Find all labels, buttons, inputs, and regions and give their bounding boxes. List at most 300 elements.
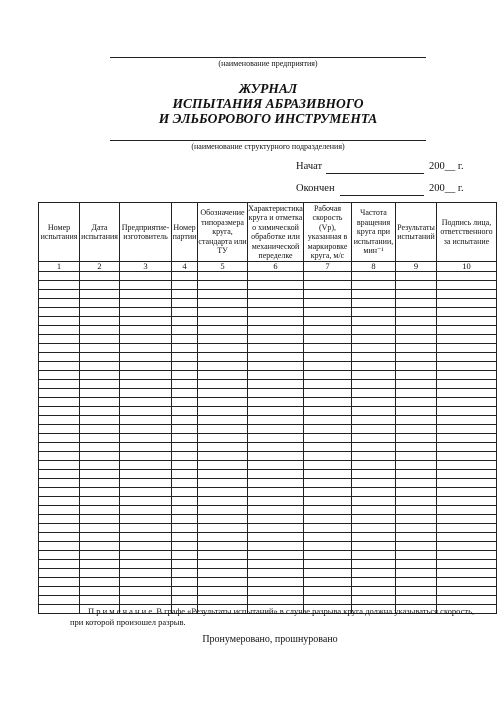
table-cell [396,398,437,407]
table-cell [198,479,248,488]
table-cell [80,407,120,416]
table-cell [396,488,437,497]
table-cell [172,425,198,434]
table-cell [120,488,172,497]
table-cell [120,461,172,470]
table-cell [80,398,120,407]
table-cell [304,560,352,569]
table-cell [198,515,248,524]
table-cell [120,533,172,542]
table-cell [39,371,80,380]
table-cell [172,353,198,362]
table-cell [304,317,352,326]
table-row [39,362,497,371]
table-cell [352,326,396,335]
table-cell [39,578,80,587]
table-cell [248,560,304,569]
table-row [39,335,497,344]
table-cell [39,551,80,560]
footer-text: Пронумеровано, прошнуровано [202,634,338,645]
table-row [39,344,497,353]
table-cell [352,335,396,344]
table-cell [396,524,437,533]
table-cell [39,416,80,425]
title-line-1: ЖУРНАЛ [238,81,298,96]
table-cell [39,326,80,335]
table-cell [39,452,80,461]
table-cell [304,308,352,317]
table-cell [172,344,198,353]
table-cell [80,452,120,461]
table-cell [437,452,497,461]
table-cell [198,506,248,515]
table-cell [39,488,80,497]
table-row [39,425,497,434]
table-cell [352,470,396,479]
table-cell [198,299,248,308]
table-cell [248,326,304,335]
table-cell [437,290,497,299]
table-cell [198,596,248,605]
table-cell [120,308,172,317]
table-row [39,596,497,605]
table-cell [352,551,396,560]
table-cell [437,542,497,551]
table-cell [437,461,497,470]
table-cell [248,515,304,524]
table-cell [172,560,198,569]
table-row [39,407,497,416]
table-cell [120,326,172,335]
column-header: Дата испытания [80,203,120,262]
table-cell [198,353,248,362]
table-cell [39,461,80,470]
table-cell [80,497,120,506]
table-cell [396,281,437,290]
table-cell [120,362,172,371]
table-cell [120,389,172,398]
table-row [39,452,497,461]
table-cell [248,506,304,515]
start-date-line [326,173,424,174]
table-cell [198,551,248,560]
column-number: 5 [198,262,248,272]
table-cell [352,353,396,362]
table-cell [120,515,172,524]
table-cell [304,389,352,398]
table-cell [352,290,396,299]
table-cell [120,425,172,434]
table-cell [352,317,396,326]
title-line-3: И ЭЛЬБОРОВОГО ИНСТРУМЕНТА [158,111,378,126]
table-cell [39,317,80,326]
table-cell [437,443,497,452]
table-cell [396,596,437,605]
title-line-2: ИСПЫТАНИЯ АБРАЗИВНОГО [172,96,364,111]
column-header: Подпись лица, ответственного за испытание [437,203,497,262]
table-cell [352,479,396,488]
table-row [39,470,497,479]
table-cell [396,560,437,569]
table-cell [80,551,120,560]
table-cell [248,335,304,344]
table-cell [304,416,352,425]
table-cell [39,560,80,569]
table-cell [352,443,396,452]
table-cell [172,326,198,335]
table-cell [80,416,120,425]
table-row [39,524,497,533]
table-cell [198,290,248,299]
table-cell [352,371,396,380]
table-cell [304,344,352,353]
table-cell [352,425,396,434]
table-cell [39,362,80,371]
table-cell [198,452,248,461]
table-cell [248,407,304,416]
table-cell [80,443,120,452]
table-cell [172,479,198,488]
table-cell [172,488,198,497]
table-cell [304,425,352,434]
table-cell [39,308,80,317]
table-cell [304,497,352,506]
table-cell [198,524,248,533]
table-cell [352,308,396,317]
table-cell [198,470,248,479]
table-cell [304,434,352,443]
table-row [39,416,497,425]
table-row [39,299,497,308]
table-cell [172,533,198,542]
table-cell [39,497,80,506]
table-cell [198,398,248,407]
column-header: Частота вращения круга при испытании, мин⁻¹ [352,203,396,262]
table-cell [39,344,80,353]
table-cell [352,497,396,506]
table-cell [120,560,172,569]
table-cell [172,434,198,443]
table-cell [352,587,396,596]
table-cell [352,281,396,290]
table-cell [248,290,304,299]
table-cell [248,578,304,587]
table-cell [80,587,120,596]
table-cell [304,335,352,344]
table-cell [396,506,437,515]
table-cell [396,299,437,308]
table-cell [39,443,80,452]
table-cell [198,272,248,281]
table-cell [248,389,304,398]
table-cell [120,497,172,506]
column-number: 8 [352,262,396,272]
end-date-line [340,195,424,196]
table-cell [39,542,80,551]
table-cell [120,587,172,596]
table-cell [120,443,172,452]
table-cell [172,335,198,344]
table-cell [304,479,352,488]
enterprise-caption: (наименование предприятия) [218,59,318,68]
table-cell [80,434,120,443]
table-cell [120,380,172,389]
table-cell [396,515,437,524]
column-number: 7 [304,262,352,272]
table-cell [352,524,396,533]
table-cell [172,380,198,389]
table-cell [39,515,80,524]
table-cell [120,416,172,425]
table-cell [352,380,396,389]
table-row [39,506,497,515]
table-cell [198,407,248,416]
table-row [39,317,497,326]
table-cell [120,506,172,515]
table-cell [248,452,304,461]
table-cell [437,524,497,533]
table-cell [437,281,497,290]
table-cell [352,533,396,542]
column-number: 10 [437,262,497,272]
table-cell [172,452,198,461]
note-text-1: В графе «Результаты испытаний» в случае разрыва круга должна указываться скорость, [156,606,475,616]
table-cell [80,317,120,326]
table-cell [396,461,437,470]
table-cell [437,308,497,317]
table-cell [198,362,248,371]
table-cell [80,515,120,524]
table-cell [39,353,80,362]
table-cell [120,353,172,362]
table-cell [198,371,248,380]
table-cell [437,506,497,515]
table-row [39,560,497,569]
table-cell [437,569,497,578]
table-cell [352,407,396,416]
table-cell [198,389,248,398]
table-row [39,326,497,335]
table-cell [437,335,497,344]
table-cell [396,569,437,578]
table-cell [248,281,304,290]
table-cell [39,272,80,281]
table-cell [304,596,352,605]
table-cell [80,272,120,281]
table-row [39,569,497,578]
table-cell [396,452,437,461]
table-row [39,479,497,488]
table-cell [304,452,352,461]
table-cell [248,587,304,596]
table-cell [396,425,437,434]
start-label: Начат [296,161,323,172]
table-cell [198,578,248,587]
column-header: Характеристика круга и отметка о химической обработке или механической переделке [248,203,303,260]
table-cell [172,407,198,416]
table-cell [437,551,497,560]
table-cell [248,380,304,389]
table-cell [304,551,352,560]
table-cell [304,371,352,380]
table-row [39,380,497,389]
table-cell [248,353,304,362]
table-cell [198,461,248,470]
column-header: Номер испытания [39,203,80,262]
table-cell [39,299,80,308]
table-cell [437,515,497,524]
journal-table [38,202,497,614]
table-row [39,488,497,497]
table-cell [248,569,304,578]
table-cell [198,425,248,434]
table-cell [39,290,80,299]
table-cell [39,596,80,605]
table-cell [198,344,248,353]
table-cell [39,533,80,542]
table-cell [80,344,120,353]
table-cell [437,272,497,281]
table-cell [304,299,352,308]
table-row [39,353,497,362]
table-cell [80,560,120,569]
table-cell [396,587,437,596]
table-cell [396,290,437,299]
table-cell [437,488,497,497]
table-cell [304,281,352,290]
table-cell [437,353,497,362]
table-cell [80,371,120,380]
table-cell [172,281,198,290]
table-cell [120,407,172,416]
table-cell [304,587,352,596]
table-cell [198,488,248,497]
table-cell [396,317,437,326]
table-cell [437,326,497,335]
table-cell [39,281,80,290]
table-cell [39,425,80,434]
table-cell [248,443,304,452]
table-cell [80,596,120,605]
table-cell [352,542,396,551]
table-cell [437,344,497,353]
table-cell [39,407,80,416]
table-cell [198,542,248,551]
table-cell [248,272,304,281]
table-cell [248,488,304,497]
table-cell [396,326,437,335]
table-cell [39,470,80,479]
table-cell [396,407,437,416]
table-cell [80,290,120,299]
table-cell [352,452,396,461]
table-cell [198,335,248,344]
journal-title [100,81,436,126]
table-cell [352,416,396,425]
column-number: 2 [80,262,120,272]
table-cell [172,587,198,596]
table-row [39,533,497,542]
table-cell [352,344,396,353]
table-cell [39,587,80,596]
table-cell [304,488,352,497]
table-row [39,371,497,380]
blank-rows [39,272,497,614]
table-cell [304,506,352,515]
table-cell [352,389,396,398]
table-cell [437,533,497,542]
table-cell [120,398,172,407]
table-row [39,398,497,407]
column-header: Обозначение типоразмера круга, стандарта или ТУ [198,203,248,262]
table-cell [437,596,497,605]
table-cell [198,317,248,326]
table-cell [39,389,80,398]
table-cell [39,434,80,443]
table-row [39,281,497,290]
table-cell [172,470,198,479]
table-cell [437,389,497,398]
note-label: П р и м е ч а н и е. [88,606,155,616]
table-cell [396,371,437,380]
table-cell [396,533,437,542]
table-cell [198,560,248,569]
table-cell [80,506,120,515]
table-cell [39,524,80,533]
table-cell [198,569,248,578]
table-cell [437,497,497,506]
table-cell [304,443,352,452]
table-cell [172,308,198,317]
table-cell [80,353,120,362]
table-cell [80,569,120,578]
table-cell [172,290,198,299]
table-cell [396,470,437,479]
table-cell [120,344,172,353]
table-cell [352,398,396,407]
table-cell [172,272,198,281]
table-cell [396,272,437,281]
table-cell [248,470,304,479]
column-number: 6 [248,262,304,272]
table-cell [172,506,198,515]
table-cell [248,308,304,317]
table-cell [172,596,198,605]
table-cell [120,524,172,533]
table-cell [352,461,396,470]
table-cell [120,434,172,443]
table-cell [120,551,172,560]
table-cell [304,578,352,587]
table-cell [198,380,248,389]
table-cell [437,407,497,416]
table-cell [396,380,437,389]
table-row [39,443,497,452]
table-cell [80,470,120,479]
table-cell [396,497,437,506]
table-cell [120,542,172,551]
table-cell [120,479,172,488]
table-cell [39,569,80,578]
table-cell [248,542,304,551]
table-cell [120,470,172,479]
table-row [39,434,497,443]
table-cell [39,506,80,515]
table-cell [304,524,352,533]
table-cell [172,317,198,326]
table-cell [172,398,198,407]
table-row [39,542,497,551]
